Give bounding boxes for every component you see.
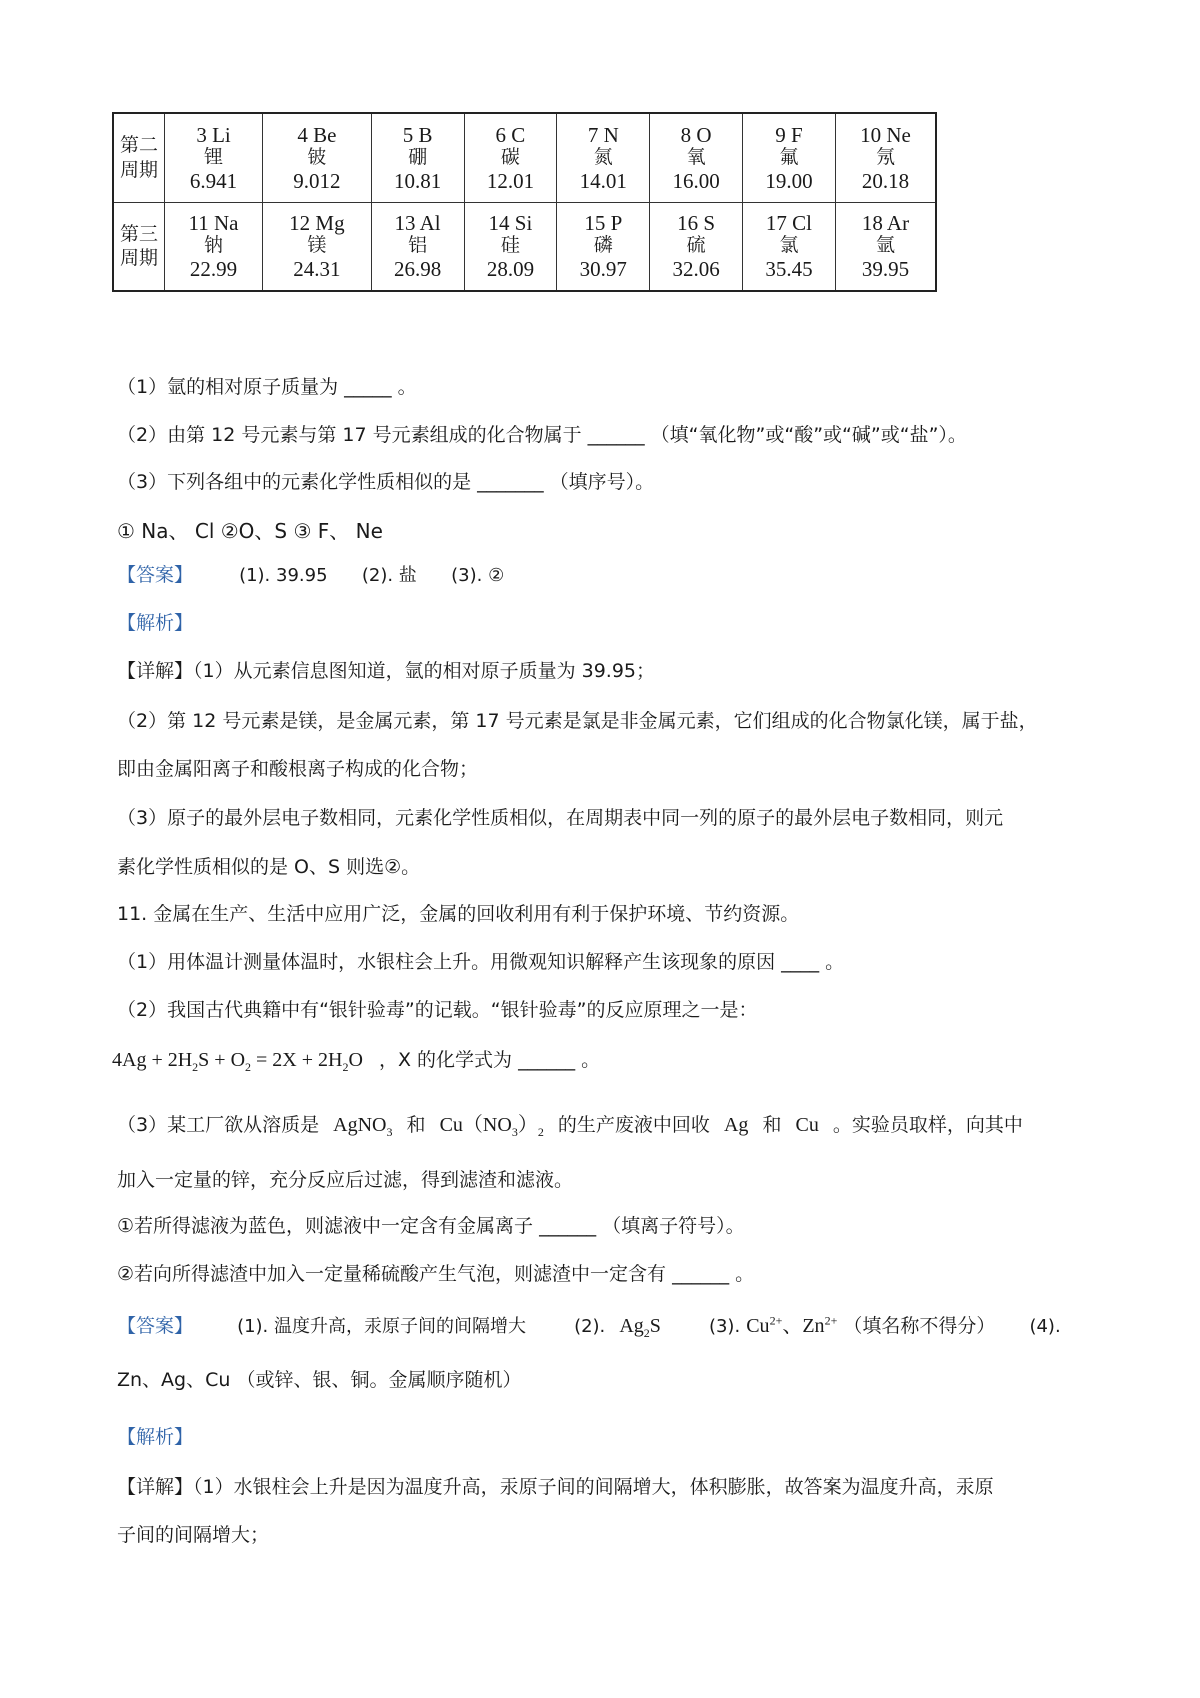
period-label: 第三 周期 xyxy=(113,202,165,291)
element-cell: 15 P 磷 30.97 xyxy=(557,202,650,291)
chemical-equation: $4Ag + 2H_2S + O_2 = 2X + 2H_2O$ xyxy=(112,1049,363,1074)
answer-text: (1). 39.95 (2). 盐 (3). ② xyxy=(239,565,505,586)
element-cell: 18 Ar 氩 39.95 xyxy=(835,202,936,291)
element-cell: 9 F 氟 19.00 xyxy=(743,113,836,202)
element-cell: 14 Si 硅 28.09 xyxy=(464,202,557,291)
q11-answer-line-2: Zn、Ag、Cu （或锌、银、铜。金属顺序随机） xyxy=(117,1369,522,1391)
q10-options: ① Na、 Cl ②O、S ③ F、 Ne xyxy=(117,519,383,543)
element-cell: 16 S 硫 32.06 xyxy=(650,202,743,291)
periodic-table xyxy=(112,112,937,292)
q11-sub-1: ①若所得滤液为蓝色，则滤液中一定含有金属离子 ______ （填离子符号）。 xyxy=(117,1215,745,1237)
q11-part-3-line-1: （3）某工厂欲从溶质是 AgNO$_3$ 和 $Cu(NO_3)_2$ 的生产废液中回收 Ag 和 Cu 。实验员取样，向其中 xyxy=(117,1114,1023,1139)
element-cell: 6 C 碳 12.01 xyxy=(464,113,557,202)
symbol-ag: Ag xyxy=(723,1114,749,1136)
symbol-cu: Cu xyxy=(795,1114,819,1136)
q10-detail-2b: 即由金属阳离子和酸根离子构成的化合物； xyxy=(117,758,479,780)
formula-agno3: AgNO$_3$ xyxy=(333,1114,393,1139)
q11-sub-2: ②若向所得滤渣中加入一定量稀硫酸产生气泡，则滤渣中一定含有 ______ 。 xyxy=(117,1263,755,1285)
q10-detail-2a: （2）第 12 号元素是镁，是金属元素，第 17 号元素是氯是非金属元素，它们组成的化合物氯化镁，属于盐， xyxy=(117,710,1038,732)
element-cell: 11 Na 钠 22.99 xyxy=(165,202,263,291)
element-cell: 3 Li 锂 6.941 xyxy=(165,113,263,202)
q11-detail-1b: 子间的间隔增大； xyxy=(117,1524,270,1546)
analysis-tag: 【解析】 xyxy=(117,1426,194,1448)
q10-part-1: （1）氩的相对原子质量为 _____ 。 xyxy=(117,376,417,398)
period-label: 第二 周期 xyxy=(113,113,165,202)
element-cell: 7 N 氮 14.01 xyxy=(557,113,650,202)
element-cell: 17 Cl 氯 35.45 xyxy=(743,202,836,291)
element-cell: 4 Be 铍 9.012 xyxy=(263,113,372,202)
answer-tag: 【答案】 xyxy=(117,1315,194,1337)
q11-equation-line xyxy=(112,1045,600,1075)
q10-part-3: （3）下列各组中的元素化学性质相似的是 _______ （填序号）。 xyxy=(117,471,655,493)
q11-part-2: （2）我国古代典籍中有“银针验毒”的记载。“银针验毒”的反应原理之一是： xyxy=(117,999,758,1021)
q10-part-2: （2）由第 12 号元素与第 17 号元素组成的化合物属于 ______ （填“氧化物”或“酸”或“碱”或“盐”）。 xyxy=(117,424,967,446)
q11-part-3-line-2: 加入一定量的锌，充分反应后过滤，得到滤渣和滤液。 xyxy=(117,1169,574,1191)
formula-ag2s: $Ag_2S$ xyxy=(619,1315,661,1340)
equation-question: ，X 的化学式为 ______ 。 xyxy=(378,1049,601,1071)
q10-detail-3b: 素化学性质相似的是 O、S 则选②。 xyxy=(117,856,421,878)
table-row xyxy=(113,202,936,291)
element-cell: 13 Al 铝 26.98 xyxy=(371,202,464,291)
analysis-tag: 【解析】 xyxy=(117,612,194,634)
q11-detail-1a: 【详解】（1）水银柱会上升是因为温度升高，汞原子间的间隔增大，体积膨胀，故答案为温度升高，汞原 xyxy=(117,1476,994,1498)
q10-detail-3a: （3）原子的最外层电子数相同，元素化学性质相似，在周期表中同一列的原子的最外层电子数相同，则元 xyxy=(117,807,1004,829)
element-cell: 12 Mg 镁 24.31 xyxy=(263,202,372,291)
q10-answer xyxy=(117,560,504,587)
element-cell: 5 B 硼 10.81 xyxy=(371,113,464,202)
q11-part-1: （1）用体温计测量体温时，水银柱会上升。用微观知识解释产生该现象的原因 ____ 。 xyxy=(117,951,845,973)
q11-answer-line-1: 【答案】 (1). 温度升高，汞原子间的间隔增大 (2). $Ag_2S$ (3). $Cu^{2+}$、$Zn^{2+}$ （填名称不得分） (4). xyxy=(117,1313,1061,1340)
answer-tag: 【答案】 xyxy=(117,564,194,586)
table-row xyxy=(113,113,936,202)
element-cell: 10 Ne 氖 20.18 xyxy=(835,113,936,202)
ion-symbols: $Cu^{2+}$、$Zn^{2+}$ xyxy=(746,1313,838,1337)
q10-detail-1: 【详解】（1）从元素信息图知道，氩的相对原子质量为 39.95； xyxy=(117,660,656,682)
formula-cuno32: $Cu(NO_3)_2$ xyxy=(439,1114,544,1139)
element-cell: 8 O 氧 16.00 xyxy=(650,113,743,202)
q11-stem: 11. 金属在生产、生活中应用广泛，金属的回收利用有利于保护环境、节约资源。 xyxy=(117,903,800,925)
